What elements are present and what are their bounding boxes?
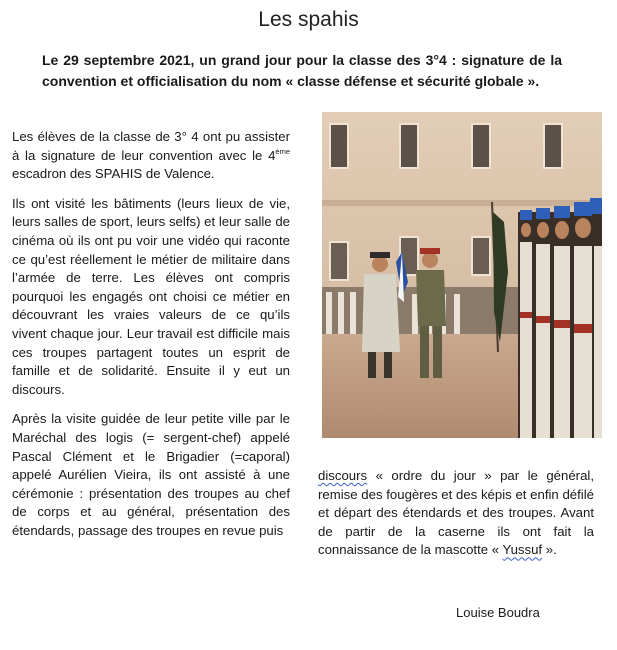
paragraph-1: Les élèves de la classe de 3° 4 ont pu assister à la signature de leur convention avec le 4ème escadron des SPAHIS de Valence. (12, 129, 290, 182)
article-subtitle: Le 29 septembre 2021, un grand jour pour la classe des 3°4 : signature de la convention et officialisation du nom « classe défense et sécurité globale ». (42, 52, 562, 89)
spellcheck-word-discours: discours (318, 468, 368, 483)
author-name: Louise Boudra (456, 605, 540, 620)
paragraph-4: discours « ordre du jour » par le général, remise des fougères et des képis et enfin défilé et départ des étendards et des troupes. Avant de partir de la caserne ils ont fait la connaissance de la mascotte « Yussuf ». (318, 468, 594, 558)
page-title: Les spahis (258, 8, 359, 31)
spellcheck-word-yussuf: Yussuf (502, 542, 543, 558)
paragraph-2: Ils ont visité les bâtiments (leurs lieux de vie, leurs salles de sport, leurs selfs) et leur salle de cinéma où ils ont pu voir une vidéo qui raconte ce qu’est réellement le métier de militaire dans l’armée de terre. Les élèves ont compris pourquoi les engagés ont choisi ce métier en découvrant les vraies valeurs de ce qu’ils vivent chaque jour. Leur travail est difficile mais ces troupes partagent toutes un esprit de famille et de solidarité. Ensuite il y eut un discours. (12, 195, 290, 397)
left-column (12, 128, 290, 551)
paragraph-3: Après la visite guidée de leur petite ville par le Maréchal des logis (= sergent-chef) appelé Pascal Clément et le Brigadier (=caporal) appelé Aurélien Vieira, ils ont assisté à une cérémonie : présentation des troupes au chef de corps et au général, présentation des étendards, passage des troupes en revue puis (12, 411, 290, 538)
ceremony-photo (322, 112, 602, 438)
right-column (318, 467, 594, 560)
superscript-eme: ème (275, 146, 290, 156)
